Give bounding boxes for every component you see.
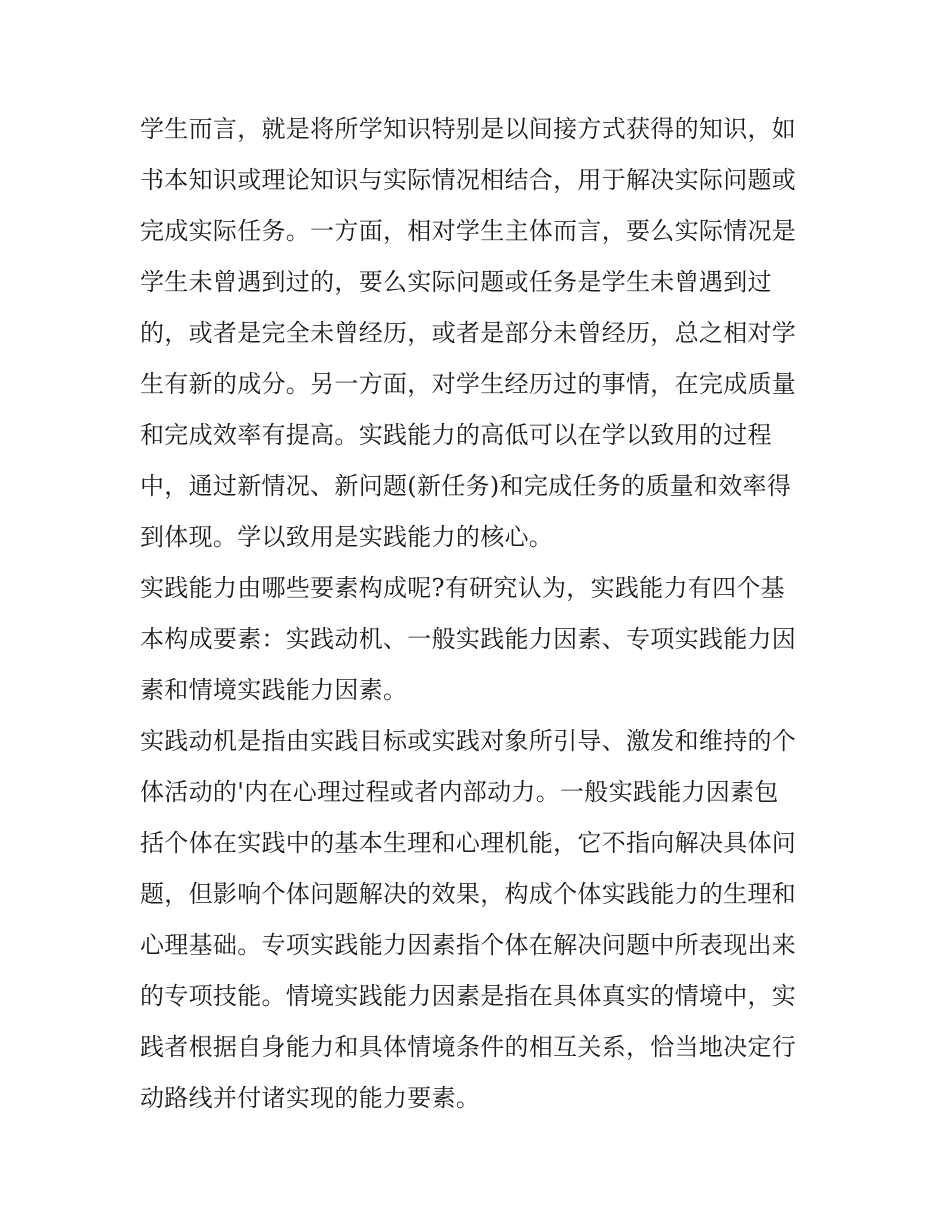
text-line: 到体现。学以致用是实践能力的核心。 (140, 523, 554, 551)
text-line: 动路线并付诸实现的能力要素。 (140, 1084, 481, 1112)
text-line: 中，通过新情况、新问题(新任务)和完成任务的质量和效率得 (140, 472, 792, 500)
text-line: 的专项技能。情境实践能力因素是指在具体真实的情境中，实 (140, 982, 797, 1010)
text-line: 括个体在实践中的基本生理和心理机能，它不指向解决具体问 (140, 829, 797, 857)
text-line: 完成实际任务。一方面，相对学生主体而言，要么实际情况是 (140, 217, 797, 245)
text-line: 学生而言，就是将所学知识特别是以间接方式获得的知识，如 (140, 115, 797, 143)
text-line: 和完成效率有提高。实践能力的高低可以在学以致用的过程 (140, 421, 772, 449)
text-line: 素和情境实践能力因素。 (140, 676, 408, 704)
text-line: 体活动的'内在心理过程或者内部动力。一般实践能力因素包 (140, 778, 779, 806)
body-text (140, 104, 820, 1124)
text-line: 实践动机是指由实践目标或实践对象所引导、激发和维持的个 (140, 727, 797, 755)
text-line: 书本知识或理论知识与实际情况相结合，用于解决实际问题或 (140, 166, 797, 194)
text-line: 题，但影响个体问题解决的效果，构成个体实践能力的生理和 (140, 880, 797, 908)
text-line: 的，或者是完全未曾经历，或者是部分未曾经历，总之相对学 (140, 319, 797, 347)
text-line: 本构成要素：实践动机、一般实践能力因素、专项实践能力因 (140, 625, 797, 653)
text-line: 学生未曾遇到过的，要么实际问题或任务是学生未曾遇到过 (140, 268, 772, 296)
text-line: 生有新的成分。另一方面，对学生经历过的事情，在完成质量 (140, 370, 797, 398)
text-line: 实践能力由哪些要素构成呢?有研究认为，实践能力有四个基 (140, 574, 785, 602)
text-line: 心理基础。专项实践能力因素指个体在解决问题中所表现出来 (140, 931, 797, 959)
text-line: 践者根据自身能力和具体情境条件的相互关系，恰当地决定行 (140, 1033, 797, 1061)
